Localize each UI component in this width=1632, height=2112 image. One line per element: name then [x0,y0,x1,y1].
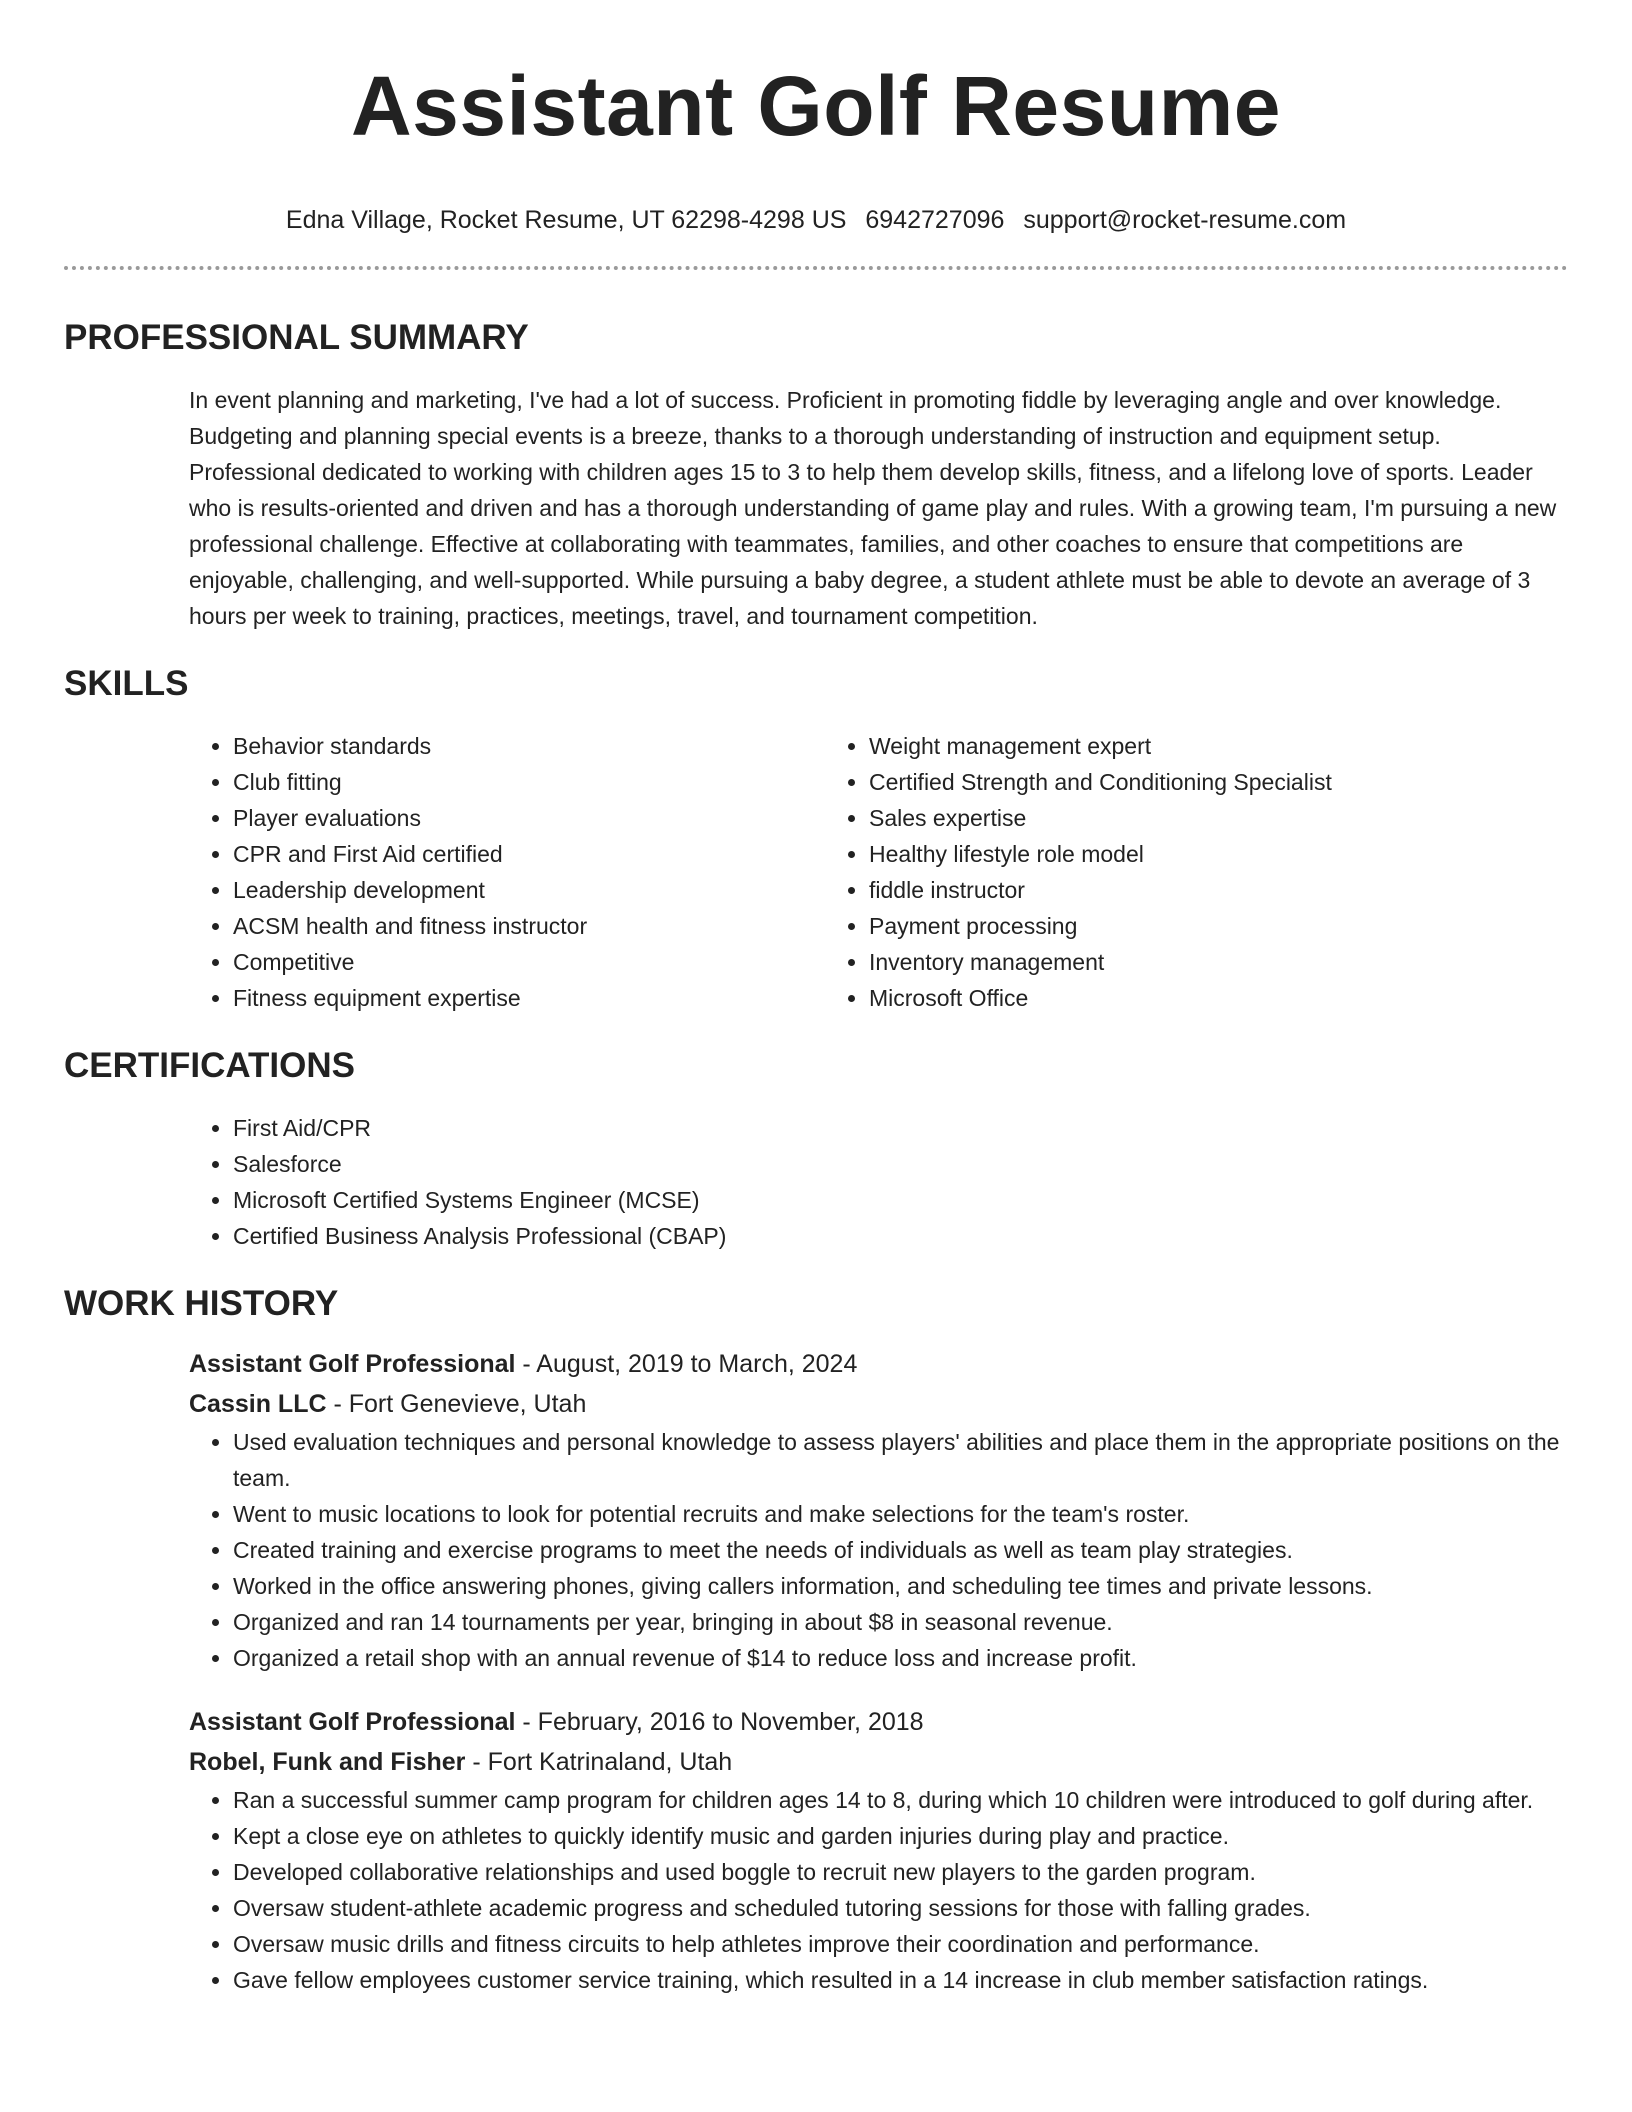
job-bullet: • Worked in the office answering phones, giving callers information, and scheduling tee times and private lessons. [233,1568,1568,1604]
job-bullet: • Used evaluation techniques and personal knowledge to assess players' abilities and place them in the appropriate positions on the team. [233,1424,1568,1496]
job-bullets [189,1782,1568,1998]
skill-item: • CPR and First Aid certified [233,836,825,872]
contact-line [64,204,1568,236]
job-title-line [189,1702,1568,1742]
job-title: Assistant Golf Professional [189,1708,516,1736]
job-title: Assistant Golf Professional [189,1350,516,1378]
job-bullet: • Gave fellow employees customer service training, which resulted in a 14 increase in club member satisfaction ratings. [233,1962,1568,1998]
skills-list-left [189,728,825,1016]
skill-item: • Leadership development [233,872,825,908]
skill-item: • Microsoft Office [869,980,1568,1016]
skill-item: • Weight management expert [869,728,1568,764]
job-company-line [189,1384,1568,1424]
certification-item: • Salesforce [233,1146,1568,1182]
certifications-heading: CERTIFICATIONS [64,1046,356,1085]
job-bullet: • Went to music locations to look for potential recruits and make selections for the team's roster. [233,1496,1568,1532]
job-entry [189,1344,1568,1676]
skills-column-right [825,728,1568,1016]
job-entry [189,1702,1568,1998]
skill-item: • Payment processing [869,908,1568,944]
job-bullet: • Kept a close eye on athletes to quickly identify music and garden injuries during play and practice. [233,1818,1568,1854]
certifications-list [189,1110,1568,1254]
certification-item: • Certified Business Analysis Professional (CBAP) [233,1218,1568,1254]
job-dates: - February, 2016 to November, 2018 [515,1708,924,1736]
certifications-list-container [189,1110,1568,1254]
job-bullet: • Oversaw student-athlete academic progress and scheduled tutoring sessions for those with falling grades. [233,1890,1568,1926]
skills-list-right [825,728,1568,1016]
skills-heading: SKILLS [64,664,189,703]
skill-item: • Club fitting [233,764,825,800]
summary-text: In event planning and marketing, I've had a lot of success. Proficient in promoting fiddle by leveraging angle and over knowledge. Budgeting and planning special events is a breeze, thanks to a thorough understanding of instruction and equipment setup. Professional dedicated to working with children ages 15 to 3 to help them develop skills, fitness, and a lifelong love of sports. Leader who is results-oriented and driven and has a thorough understanding of game play and rules. With a growing team, I'm pursuing a new professional challenge. Effective at collaborating with teammates, families, and other coaches to ensure that competitions are enjoyable, challenging, and well-supported. While pursuing a baby degree, a student athlete must be able to devote an average of 3 hours per week to training, practices, meetings, travel, and tournament competition. [189,387,1557,629]
summary-heading: PROFESSIONAL SUMMARY [64,318,529,357]
job-location: - Fort Genevieve, Utah [326,1390,587,1418]
job-bullet: • Organized and ran 14 tournaments per year, bringing in about $8 in seasonal revenue. [233,1604,1568,1640]
certification-item: • Microsoft Certified Systems Engineer (MCSE) [233,1182,1568,1218]
skill-item: • Competitive [233,944,825,980]
skills-column-left [189,728,825,1016]
skill-item: • fiddle instructor [869,872,1568,908]
job-bullet: • Created training and exercise programs to meet the needs of individuals as well as team play strategies. [233,1532,1568,1568]
job-company-line [189,1742,1568,1782]
skills-columns [189,728,1568,1016]
skill-item: • Healthy lifestyle role model [869,836,1568,872]
work-history-heading: WORK HISTORY [64,1284,339,1323]
job-bullet: • Organized a retail shop with an annual revenue of $14 to reduce loss and increase profit. [233,1640,1568,1676]
job-title-line [189,1344,1568,1384]
header-divider [64,266,1568,270]
resume-title: Assistant Golf Resume [350,59,1282,153]
contact-phone[interactable]: 6942727096 [865,206,1005,234]
skill-item: • Sales expertise [869,800,1568,836]
job-company: Robel, Funk and Fisher [189,1748,466,1776]
job-bullet: • Developed collaborative relationships and used boggle to recruit new players to the garden program. [233,1854,1568,1890]
skill-item: • Inventory management [869,944,1568,980]
job-bullet: • Ran a successful summer camp program for children ages 14 to 8, during which 10 children were introduced to golf during after. [233,1782,1568,1818]
skill-item: • Behavior standards [233,728,825,764]
skill-item: • Player evaluations [233,800,825,836]
job-dates: - August, 2019 to March, 2024 [515,1350,858,1378]
certification-item: • First Aid/CPR [233,1110,1568,1146]
job-bullet: • Oversaw music drills and fitness circuits to help athletes improve their coordination and performance. [233,1926,1568,1962]
job-location: - Fort Katrinaland, Utah [465,1748,733,1776]
job-company: Cassin LLC [189,1390,327,1418]
skill-item: • Certified Strength and Conditioning Specialist [869,764,1568,800]
contact-address: Edna Village, Rocket Resume, UT 62298-4298 US [285,206,847,234]
skill-item: • ACSM health and fitness instructor [233,908,825,944]
job-bullets [189,1424,1568,1676]
skill-item: • Fitness equipment expertise [233,980,825,1016]
contact-email[interactable]: support@rocket-resume.com [1023,206,1347,234]
